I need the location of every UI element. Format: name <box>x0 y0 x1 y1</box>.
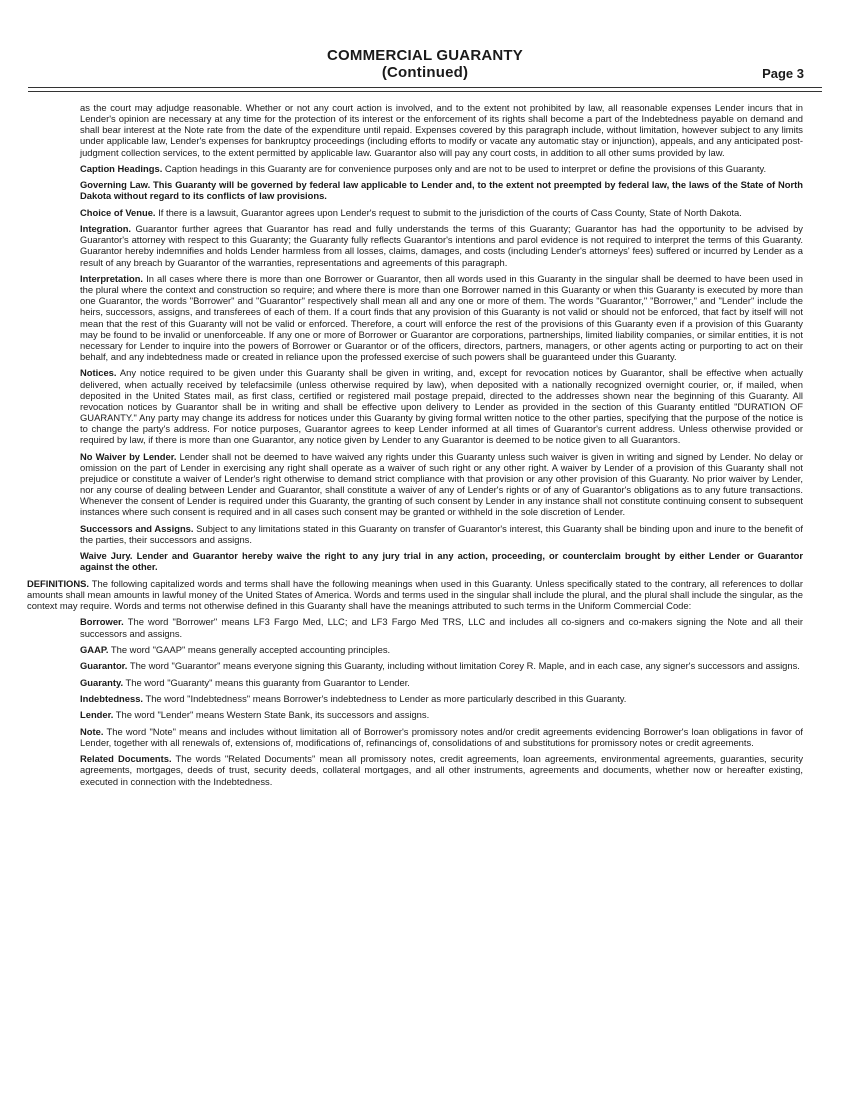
definition-text: The word "Lender" means Western State Bank, its successors and assigns. <box>113 709 430 721</box>
paragraph-heading: Choice of Venue. <box>80 206 156 218</box>
paragraph-text: Lender shall not be deemed to have waived any rights under this Guaranty unless such waiver is given in writing and signed by Lender. No delay or omission on the part of Lender in exercising any right shall operate as a waiver of such right or any other right. A waiver by Lender of a provision of this Guaranty shall not prejudice or constitute a waiver of Lender's right otherwise to demand strict compliance with that provision or any other provision of this Guaranty. No prior waiver by Lender, nor any course of dealing between Lender and Guarantor, shall constitute a waiver of any of Lender's rights or of any of Guarantor's obligations as to any future transactions. Whenever the consent of Lender is required under this Guaranty, the granting of such consent by Lender in any instance shall not constitute continuing consent to subsequent instances where such consent is required and in all cases such consent may be granted or withheld in the sole discretion of Lender. <box>80 450 803 518</box>
document-title: COMMERCIAL GUARANTY <box>326 47 524 64</box>
definition-guaranty <box>80 677 803 688</box>
paragraph-heading: Interpretation. <box>80 272 144 284</box>
definition-term: Borrower. <box>80 616 124 628</box>
paragraph-text: If there is a lawsuit, Guarantor agrees upon Lender's request to submit to the jurisdiction of the courts of Cass County, State of North Dakota. <box>155 206 742 218</box>
paragraph-text: Subject to any limitations stated in this Guaranty on transfer of Guarantor's interest, this Guaranty shall be binding upon and inure to the benefit of the parties, their successors and assigns. <box>80 522 803 545</box>
definition-term: Indebtedness. <box>80 693 144 704</box>
paragraph-caption-headings <box>80 163 803 174</box>
document-body <box>27 102 804 792</box>
definition-text: The word "Indebtedness" means Borrower's indebtedness to Lender as more particularly described in this Guaranty. <box>143 693 627 704</box>
document-subtitle: (Continued) <box>381 64 469 81</box>
definition-text: The word "Note" means and includes without limitation all of Borrower's promissory notes and/or credit agreements evidencing Borrower's loan obligations in favor of Lender, together with all renewals of, extensions of, modifications of, refinancings of, consolidations of and substitutions for promissory notes or credit agreements. <box>80 725 803 748</box>
paragraph-text: Caption headings in this Guaranty are for convenience purposes only and are not to be used to interpret or define the provisions of this Guaranty. <box>162 162 767 174</box>
definition-text: The word "Guaranty" means this guaranty from Guarantor to Lender. <box>123 676 410 688</box>
definitions-intro <box>27 578 803 611</box>
definition-guarantor <box>80 660 803 671</box>
definition-lender <box>80 709 803 720</box>
paragraph-text: as the court may adjudge reasonable. Whether or not any court action is involved, and to the extent not prohibited by law, all reasonable expenses Lender incurs that in Lender's opinion are necessary at any time for the protection of its interest or the enforcement of its rights shall become a part of the Indebtedness payable on demand and shall bear interest at the Note rate from the date of the expenditure until repaid. Expenses covered by this paragraph include, without limitation, however subject to any limits under applicable law, Lender's expenses for bankruptcy proceedings (including efforts to modify or vacate any automatic stay or injunction), appeals, and any anticipated post-judgment collection services, to the extent permitted by applicable law. Guarantor also will pay any court costs, in addition to all other sums provided by law. <box>80 102 803 158</box>
definitions-heading: DEFINITIONS. <box>27 577 89 589</box>
paragraph-expenses <box>80 102 803 158</box>
paragraph-heading: Waive Jury. <box>80 550 133 562</box>
paragraph-heading: Caption Headings. <box>80 162 163 174</box>
paragraph-successors <box>80 523 803 545</box>
paragraph-heading: Integration. <box>80 223 132 235</box>
header-rule-top <box>28 87 822 88</box>
definition-gaap <box>80 644 803 655</box>
paragraph-bold-text: Lender and Guarantor hereby waive the right to any jury trial in any action, proceeding, or counterclaim brought by either Lender or Guarantor against the other. <box>80 550 804 573</box>
paragraph-notices <box>80 367 803 445</box>
definition-text: The word "GAAP" means generally accepted accounting principles. <box>108 643 391 655</box>
paragraph-choice-of-venue <box>80 207 803 218</box>
definition-text: The word "Guarantor" means everyone signing this Guaranty, including without limitation Corey R. Maple, and in each case, any signer's successors and assigns. <box>127 660 800 672</box>
paragraph-heading: Governing Law. <box>80 179 151 191</box>
definition-term: Lender. <box>80 709 114 721</box>
paragraph-heading: No Waiver by Lender. <box>80 450 177 462</box>
definition-related-documents <box>80 753 803 786</box>
definition-text: The words "Related Documents" mean all promissory notes, credit agreements, loan agreements, environmental agreements, guaranties, security agreements, mortgages, deeds of trust, security deeds, collateral mortgages, and all other instruments, agreements and documents, whether now or hereafter existing, executed in connection with the Indebtedness. <box>80 753 804 787</box>
paragraph-bold-text: This Guaranty will be governed by federal law applicable to Lender and, to the extent not preempted by federal law, the laws of the State of North Dakota without regard to its conflicts of law provisions. <box>80 179 803 202</box>
paragraph-heading: Successors and Assigns. <box>80 522 194 534</box>
definition-term: Note. <box>80 725 104 737</box>
paragraph-text: Guarantor further agrees that Guarantor has read and fully understands the terms of this Guaranty; Guarantor has had the opportunity to be advised by Guarantor's attorney with respect to this Guaranty; the Guaranty fully reflects Guarantor's intentions and parol evidence is not required to interpret the terms of this Guaranty. Guarantor hereby indemnifies and holds Lender harmless from all losses, claims, damages, and costs (including Lender's attorneys' fees) suffered or incurred by Lender as a result of any breach by Guarantor of the warranties, representations and agreements of this paragraph. <box>80 223 803 268</box>
paragraph-integration <box>80 223 803 268</box>
definition-term: Guaranty. <box>80 676 124 688</box>
definitions-intro-text: The following capitalized words and terms shall have the following meanings when used in this Guaranty. Unless specifically stated to the contrary, all references to dollar amounts shall mean amounts in lawful money of the United States of America. Words and terms used in the singular shall include the plural, and the plural shall include the singular, as the context may require. Words and terms not otherwise defined in this Guaranty shall have the meanings attributed to such terms in the Uniform Commercial Code: <box>27 577 803 612</box>
definition-text: The word "Borrower" means LF3 Fargo Med, LLC; and LF3 Fargo Med TRS, LLC and includes all co-signers and co-makers signing the Note and all their successors and assigns. <box>80 616 803 639</box>
definition-term: GAAP. <box>80 643 109 655</box>
paragraph-governing-law <box>80 179 803 201</box>
paragraph-heading: Notices. <box>80 367 117 379</box>
definition-note <box>80 726 803 748</box>
paragraph-text: Any notice required to be given under this Guaranty shall be given in writing, and, except for revocation notices by Guarantor, shall be effective when actually delivered, when actually received by telefacsimile (unless otherwise required by law), when deposited with a nationally recognized overnight courier, or, if mailed, when deposited in the United States mail, as first class, certified or registered mail postage prepaid, directed to the addresses shown near the beginning of this Guaranty. All revocation notices by Guarantor shall be in writing and shall be effective upon delivery to Lender as provided in the section of this Guaranty entitled "DURATION OF GUARANTY." Any party may change its address for notices under this Guaranty by giving formal written notice to the other parties, specifying that the purpose of the notice is to change the party's address. For notice purposes, Guarantor agrees to keep Lender informed at all times of Guarantor's current address. Unless otherwise provided or required by law, if there is more than one Guarantor, any notice given by Lender to any Guarantor is deemed to be notice given to all Guarantors. <box>80 367 803 446</box>
definition-borrower <box>80 616 803 638</box>
paragraph-interpretation <box>80 273 803 362</box>
page-number: Page 3 <box>762 66 804 81</box>
paragraph-text: In all cases where there is more than one Borrower or Guarantor, then all words used in this Guaranty in the singular shall be deemed to have been used in the plural where the context and construction so require; and where there is more than one Borrower named in this Guaranty or when this Guaranty is executed by more than one Guarantor, the words "Borrower" and "Guarantor" respectively shall mean all and any one or more of them. The words "Guarantor," "Borrower," and "Lender" include the heirs, successors, assigns, and transferees of each of them. If a court finds that any provision of this Guaranty is not valid or should not be enforced, that fact by itself will not mean that the rest of this Guaranty will not be valid or enforced. Therefore, a court will enforce the rest of the provisions of this Guaranty even if a provision of this Guaranty may be found to be invalid or unenforceable. If any one or more of Borrower or Guarantor are corporations, partnerships, limited liability companies, or similar entities, it is not necessary for Lender to inquire into the powers of Borrower or Guarantor or of the officers, directors, partners, managers, or other agents acting or purporting to act on their behalf, and any indebtedness made or created in reliance upon the professed exercise of such powers shall be guaranteed under this Guaranty. <box>80 272 803 363</box>
paragraph-no-waiver <box>80 451 803 518</box>
paragraph-waive-jury <box>80 550 803 572</box>
definition-indebtedness <box>80 693 803 704</box>
header-rule-bottom <box>28 91 822 92</box>
definition-term: Guarantor. <box>80 660 128 672</box>
definition-term: Related Documents. <box>80 753 172 765</box>
